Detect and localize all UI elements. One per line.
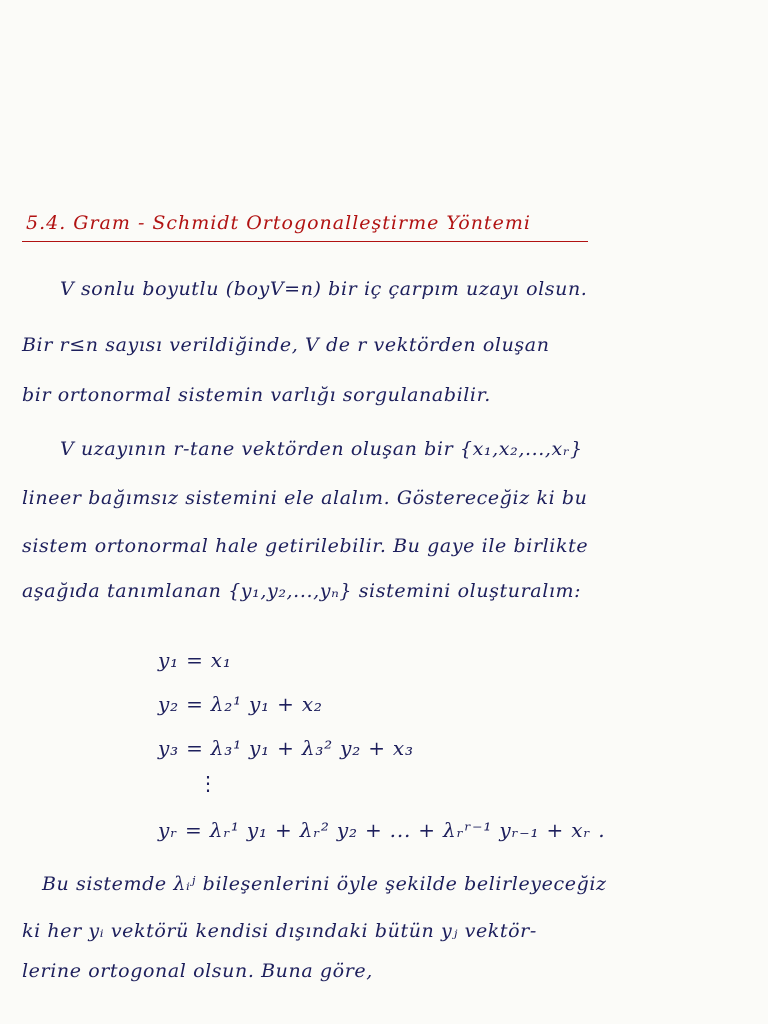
paragraph2-line2: lineer bağımsız sistemini ele alalım. Göstereceğiz ki bu	[22, 487, 588, 509]
section-heading: 5.4. Gram - Schmidt Ortogonalleştirme Yöntemi	[26, 212, 531, 234]
paragraph3-line2: ki her yᵢ vektörü kendisi dışındaki bütün yⱼ vektör-	[22, 920, 537, 942]
paragraph3-line3: lerine ortogonal olsun. Buna göre,	[22, 960, 373, 982]
vertical-dots: ⋮	[198, 771, 218, 795]
paragraph1-line1: V sonlu boyutlu (boyV=n) bir iç çarpım uzayı olsun.	[60, 278, 588, 300]
paragraph2-line1: V uzayının r-tane vektörden oluşan bir {x₁,x₂,...,xᵣ}	[60, 438, 583, 460]
equation-y2: y₂ = λ₂¹ y₁ + x₂	[158, 692, 323, 716]
paragraph1-line3: bir ortonormal sistemin varlığı sorgulanabilir.	[22, 384, 491, 406]
equation-y3: y₃ = λ₃¹ y₁ + λ₃² y₂ + x₃	[158, 736, 414, 760]
paragraph2-line3: sistem ortonormal hale getirilebilir. Bu gaye ile birlikte	[22, 535, 589, 557]
paragraph1-line2: Bir r≤n sayısı verildiğinde, V de r vektörden oluşan	[22, 334, 550, 356]
equation-yr: yᵣ = λᵣ¹ y₁ + λᵣ² y₂ + ... + λᵣʳ⁻¹ yᵣ₋₁ + xᵣ .	[158, 818, 606, 842]
paragraph3-line1: Bu sistemde λᵢʲ bileşenlerini öyle şekilde belirleyeceğiz	[42, 873, 607, 895]
heading-underline	[22, 241, 588, 242]
paragraph2-line4: aşağıda tanımlanan {y₁,y₂,...,yₙ} sistemini oluşturalım:	[22, 580, 582, 602]
equation-y1: y₁ = x₁	[158, 648, 232, 672]
